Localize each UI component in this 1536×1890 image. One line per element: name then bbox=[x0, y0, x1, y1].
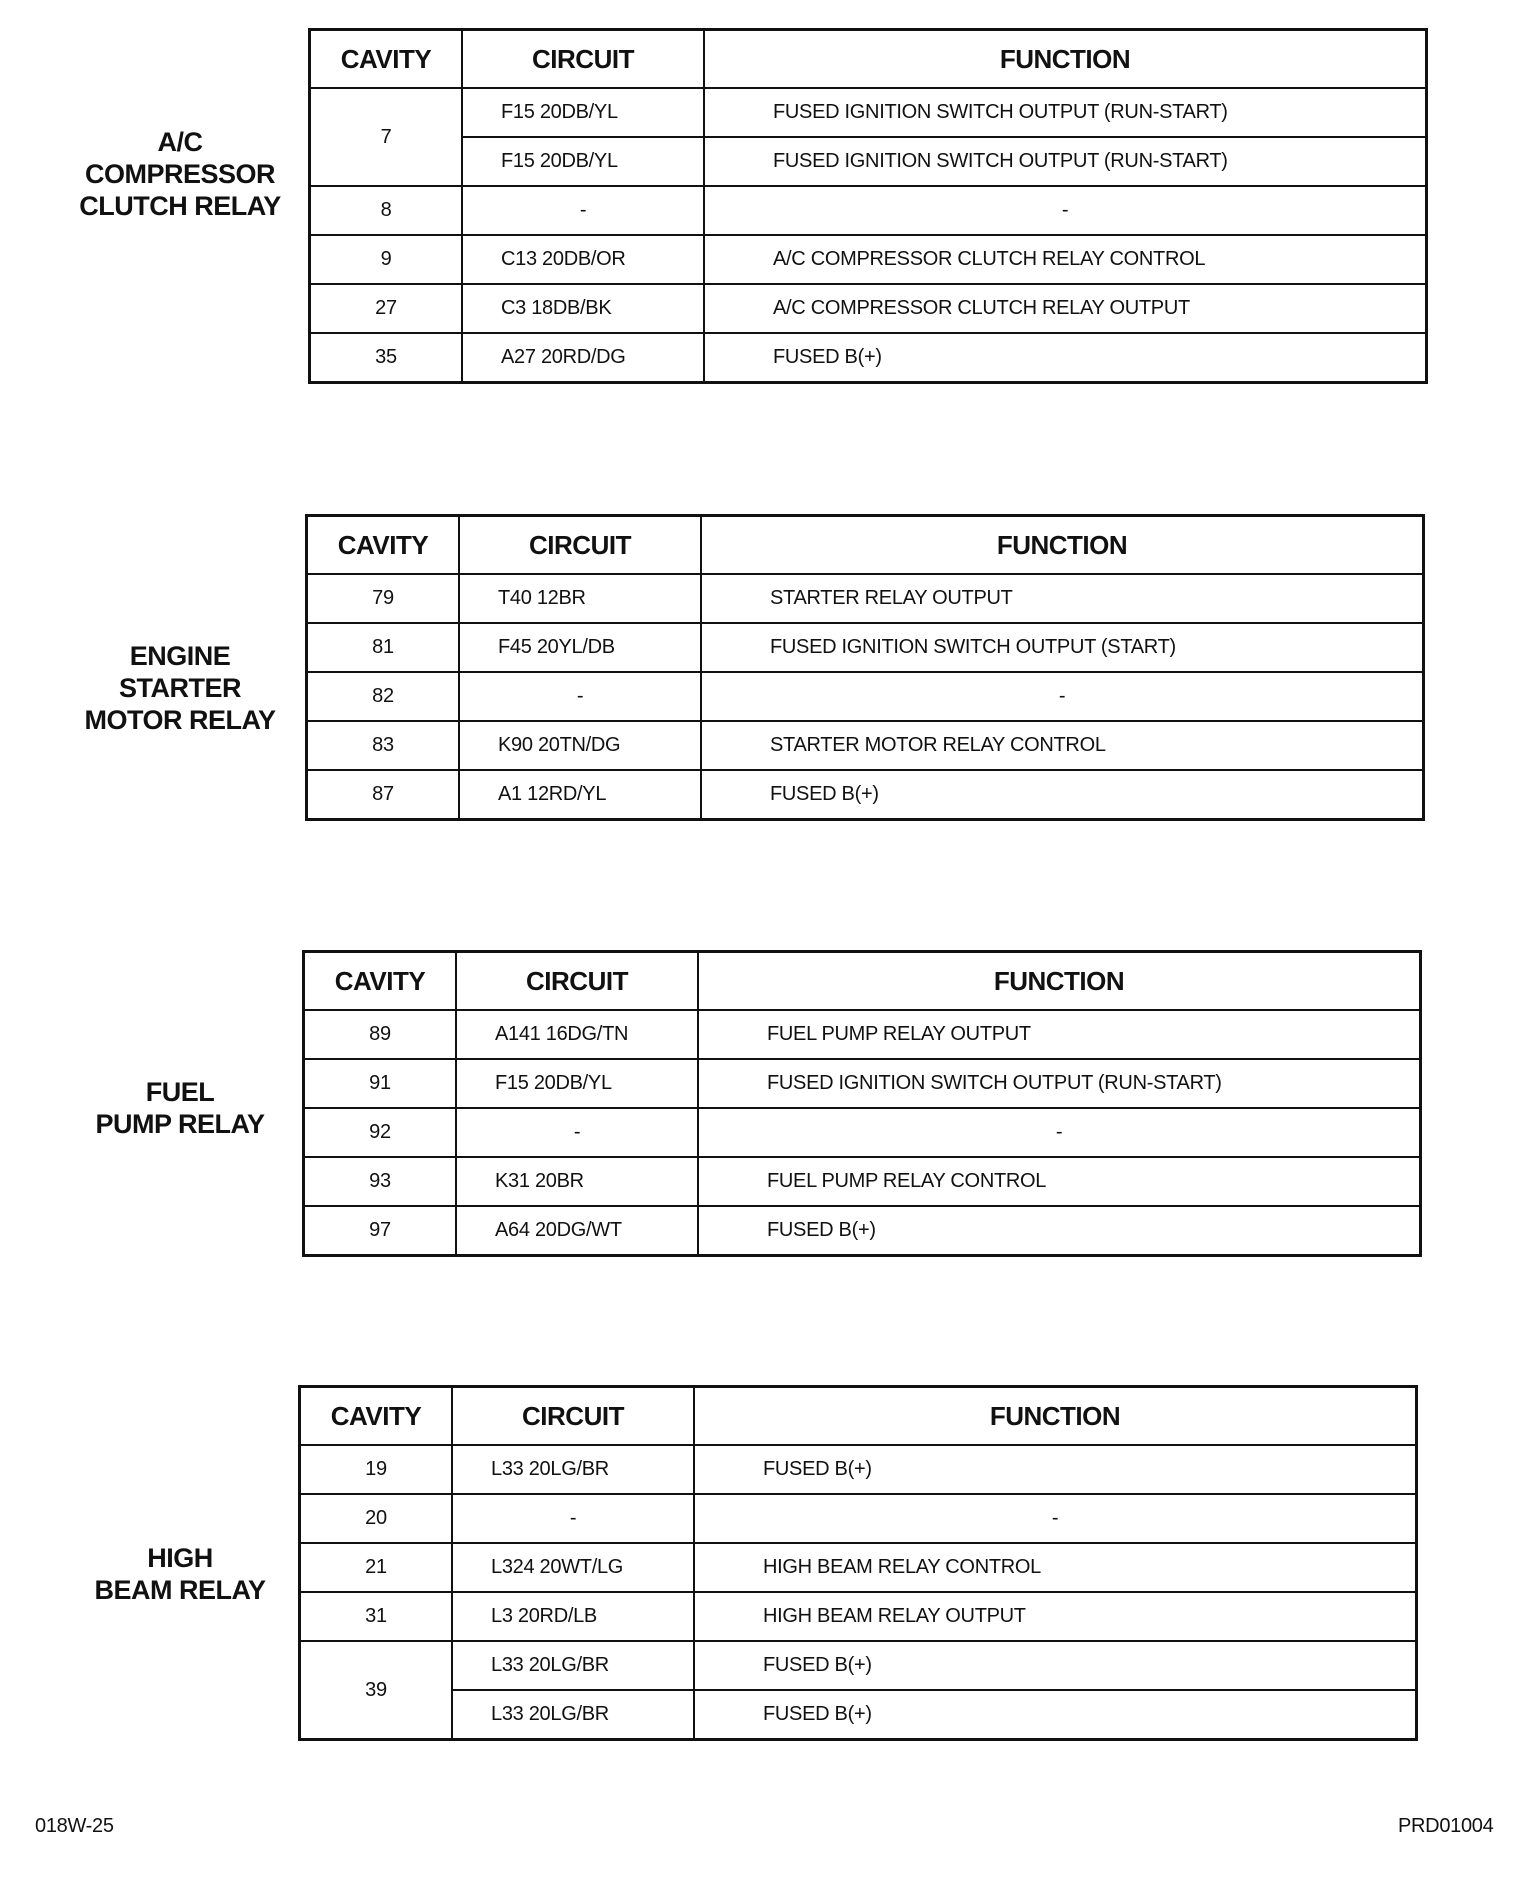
circuit-cell: F15 20DB/YL bbox=[462, 137, 704, 186]
table-row bbox=[307, 672, 1424, 721]
table-row bbox=[310, 186, 1427, 235]
table-header-row bbox=[310, 30, 1427, 89]
circuit-cell: L33 20LG/BR bbox=[452, 1690, 694, 1740]
table-row bbox=[300, 1641, 1417, 1690]
relay-title-line: PUMP RELAY bbox=[95, 1109, 265, 1139]
circuit-cell: - bbox=[456, 1108, 698, 1157]
circuit-cell: K31 20BR bbox=[456, 1157, 698, 1206]
table-row bbox=[307, 623, 1424, 672]
cavity-cell: 9 bbox=[310, 235, 463, 284]
table-row bbox=[310, 284, 1427, 333]
function-header: FUNCTION bbox=[694, 1387, 1417, 1446]
table-row bbox=[310, 88, 1427, 137]
circuit-cell: C3 18DB/BK bbox=[462, 284, 704, 333]
function-cell: FUSED IGNITION SWITCH OUTPUT (START) bbox=[701, 623, 1424, 672]
relay-title-line: MOTOR RELAY bbox=[84, 705, 276, 735]
function-cell: A/C COMPRESSOR CLUTCH RELAY OUTPUT bbox=[704, 284, 1427, 333]
cavity-cell: 35 bbox=[310, 333, 463, 383]
page-code-right: PRD01004 bbox=[1398, 1815, 1494, 1837]
cavity-cell: 39 bbox=[300, 1641, 453, 1740]
relay-title bbox=[60, 126, 300, 222]
function-cell: FUSED B(+) bbox=[694, 1690, 1417, 1740]
circuit-cell: A1 12RD/YL bbox=[459, 770, 701, 820]
circuit-cell: L33 20LG/BR bbox=[452, 1641, 694, 1690]
page-code-left: 018W-25 bbox=[35, 1815, 114, 1837]
function-cell: HIGH BEAM RELAY OUTPUT bbox=[694, 1592, 1417, 1641]
cavity-cell: 31 bbox=[300, 1592, 453, 1641]
function-cell: HIGH BEAM RELAY CONTROL bbox=[694, 1543, 1417, 1592]
circuit-cell: L324 20WT/LG bbox=[452, 1543, 694, 1592]
cavity-header: CAVITY bbox=[307, 516, 460, 575]
table-row bbox=[310, 137, 1427, 186]
table-row bbox=[310, 333, 1427, 383]
circuit-cell: A64 20DG/WT bbox=[456, 1206, 698, 1256]
table-row bbox=[300, 1494, 1417, 1543]
circuit-header: CIRCUIT bbox=[456, 952, 698, 1011]
circuit-cell: F15 20DB/YL bbox=[462, 88, 704, 137]
function-cell: - bbox=[694, 1494, 1417, 1543]
circuit-cell: A141 16DG/TN bbox=[456, 1010, 698, 1059]
table-row bbox=[300, 1592, 1417, 1641]
function-cell: - bbox=[698, 1108, 1421, 1157]
function-cell: FUSED B(+) bbox=[694, 1641, 1417, 1690]
circuit-cell: K90 20TN/DG bbox=[459, 721, 701, 770]
table-row bbox=[300, 1690, 1417, 1740]
table-row bbox=[304, 1206, 1421, 1256]
relay-title-line: ENGINE bbox=[129, 641, 231, 671]
relay-title-line: CLUTCH RELAY bbox=[79, 191, 281, 221]
relay-title-line: COMPRESSOR bbox=[84, 159, 276, 189]
cavity-cell: 27 bbox=[310, 284, 463, 333]
circuit-cell: - bbox=[459, 672, 701, 721]
circuit-cell: F15 20DB/YL bbox=[456, 1059, 698, 1108]
relay-title-line: STARTER bbox=[119, 673, 241, 703]
function-cell: FUSED IGNITION SWITCH OUTPUT (RUN-START) bbox=[698, 1059, 1421, 1108]
cavity-cell: 81 bbox=[307, 623, 460, 672]
cavity-cell: 20 bbox=[300, 1494, 453, 1543]
circuit-cell: F45 20YL/DB bbox=[459, 623, 701, 672]
table-row bbox=[300, 1445, 1417, 1494]
table-row bbox=[307, 574, 1424, 623]
table-header-row bbox=[300, 1387, 1417, 1446]
cavity-cell: 92 bbox=[304, 1108, 457, 1157]
function-cell: FUSED B(+) bbox=[704, 333, 1427, 383]
circuit-cell: - bbox=[462, 186, 704, 235]
table-row bbox=[307, 770, 1424, 820]
relay-title-line: A/C bbox=[157, 127, 203, 157]
cavity-cell: 89 bbox=[304, 1010, 457, 1059]
table-row bbox=[304, 1010, 1421, 1059]
function-cell: STARTER MOTOR RELAY CONTROL bbox=[701, 721, 1424, 770]
function-cell: FUSED IGNITION SWITCH OUTPUT (RUN-START) bbox=[704, 88, 1427, 137]
cavity-header: CAVITY bbox=[300, 1387, 453, 1446]
cavity-cell: 82 bbox=[307, 672, 460, 721]
cavity-cell: 21 bbox=[300, 1543, 453, 1592]
circuit-cell: L33 20LG/BR bbox=[452, 1445, 694, 1494]
cavity-cell: 19 bbox=[300, 1445, 453, 1494]
table-row bbox=[307, 721, 1424, 770]
relay-title bbox=[60, 640, 300, 736]
cavity-cell: 87 bbox=[307, 770, 460, 820]
pinout-table bbox=[308, 28, 1428, 384]
cavity-cell: 7 bbox=[310, 88, 463, 186]
function-header: FUNCTION bbox=[698, 952, 1421, 1011]
relay-title bbox=[60, 1542, 300, 1606]
cavity-cell: 91 bbox=[304, 1059, 457, 1108]
circuit-header: CIRCUIT bbox=[459, 516, 701, 575]
relay-title-line: HIGH bbox=[147, 1543, 213, 1573]
circuit-cell: - bbox=[452, 1494, 694, 1543]
relay-title-line: FUEL bbox=[145, 1077, 215, 1107]
circuit-cell: L3 20RD/LB bbox=[452, 1592, 694, 1641]
pinout-table bbox=[298, 1385, 1418, 1741]
cavity-header: CAVITY bbox=[310, 30, 463, 89]
table-row bbox=[304, 1059, 1421, 1108]
function-cell: FUSED B(+) bbox=[694, 1445, 1417, 1494]
function-cell: FUEL PUMP RELAY OUTPUT bbox=[698, 1010, 1421, 1059]
table-header-row bbox=[307, 516, 1424, 575]
table-row bbox=[304, 1108, 1421, 1157]
relay-title-line: BEAM RELAY bbox=[94, 1575, 266, 1605]
circuit-cell: A27 20RD/DG bbox=[462, 333, 704, 383]
function-cell: FUSED IGNITION SWITCH OUTPUT (RUN-START) bbox=[704, 137, 1427, 186]
function-header: FUNCTION bbox=[701, 516, 1424, 575]
circuit-header: CIRCUIT bbox=[452, 1387, 694, 1446]
function-cell: - bbox=[701, 672, 1424, 721]
cavity-header: CAVITY bbox=[304, 952, 457, 1011]
function-cell: - bbox=[704, 186, 1427, 235]
circuit-cell: C13 20DB/OR bbox=[462, 235, 704, 284]
function-cell: A/C COMPRESSOR CLUTCH RELAY CONTROL bbox=[704, 235, 1427, 284]
table-row bbox=[300, 1543, 1417, 1592]
pinout-table bbox=[302, 950, 1422, 1257]
function-cell: FUSED B(+) bbox=[701, 770, 1424, 820]
function-header: FUNCTION bbox=[704, 30, 1427, 89]
cavity-cell: 79 bbox=[307, 574, 460, 623]
function-cell: FUSED B(+) bbox=[698, 1206, 1421, 1256]
cavity-cell: 8 bbox=[310, 186, 463, 235]
cavity-cell: 83 bbox=[307, 721, 460, 770]
function-cell: STARTER RELAY OUTPUT bbox=[701, 574, 1424, 623]
table-row bbox=[310, 235, 1427, 284]
table-row bbox=[304, 1157, 1421, 1206]
table-header-row bbox=[304, 952, 1421, 1011]
function-cell: FUEL PUMP RELAY CONTROL bbox=[698, 1157, 1421, 1206]
relay-title bbox=[60, 1076, 300, 1140]
circuit-header: CIRCUIT bbox=[462, 30, 704, 89]
cavity-cell: 97 bbox=[304, 1206, 457, 1256]
pinout-table bbox=[305, 514, 1425, 821]
circuit-cell: T40 12BR bbox=[459, 574, 701, 623]
cavity-cell: 93 bbox=[304, 1157, 457, 1206]
